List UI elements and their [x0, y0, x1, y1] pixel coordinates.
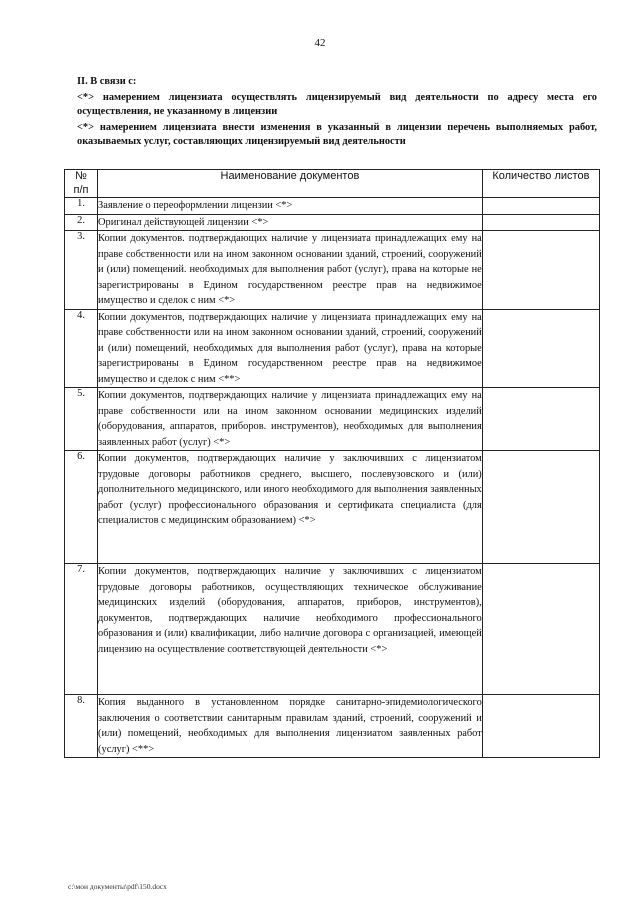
row-sheet-count: [482, 695, 599, 758]
header-document-name: Наименование документов: [98, 170, 483, 198]
row-sheet-count: [482, 309, 599, 388]
header-number-line1: №: [75, 170, 87, 182]
row-sheet-count: [482, 564, 599, 695]
intro-paragraph-1: <*> намерением лицензиата осуществлять лицензируемый вид деятельности по адресу места его осуществления, не указанному в лицензии: [77, 92, 597, 118]
header-sheet-count: Количество листов: [482, 170, 599, 198]
table-row: [65, 214, 600, 231]
footer-file-path: c:\мои документы\pdf\150.docx: [68, 882, 167, 891]
row-sheet-count: [482, 451, 599, 564]
row-document-name: Заявление о переоформлении лицензии <*>: [98, 198, 483, 215]
documents-table: [64, 169, 600, 758]
row-document-name: Оригинал действующей лицензии <*>: [98, 214, 483, 231]
row-document-name: Копии документов, подтверждающих наличие у заключивших с лицензиатом трудовые договоры работников, осуществляющих техническое обслуживание медицинских изделий (оборудования, аппаратов, приборов, инструментов), документов, подтверждающих наличие необходимого профессионального образования и (или) квалификации, либо наличие договора с организацией, имеющей лицензию на осуществление соответствующей деятельности <*>: [98, 564, 483, 695]
row-number: 5.: [65, 388, 98, 451]
row-number: 1.: [65, 198, 98, 215]
row-sheet-count: [482, 231, 599, 310]
table-row: [65, 451, 600, 564]
row-number: 7.: [65, 564, 98, 695]
table-row: [65, 309, 600, 388]
row-sheet-count: [482, 214, 599, 231]
row-document-name: Копии документов, подтверждающих наличие у лицензиата принадлежащих ему на праве собственности или на ином законном основании зданий, строений, сооружений и (или) помещений, необходимых для выполнения работ (услуг), права на которые зарегистрированы в Едином государственном реестре прав на недвижимое имущество и сделок с ним <**>: [98, 309, 483, 388]
table-header-row: [65, 170, 600, 198]
table-row: [65, 231, 600, 310]
row-document-name: Копии документов, подтверждающих наличие у заключивших с лицензиатом трудовые договоры работников среднего, высшего, послевузовского и (или) дополнительного медицинского, или иного необходимого для выполнения заявленных работ (услуг) профессионального образования и сертификата специалиста (для специалистов с медицинским образованием) <*>: [98, 451, 483, 564]
row-number: 2.: [65, 214, 98, 231]
row-document-name: Копии документов, подтверждающих наличие у лицензиата принадлежащих ему на праве собственности или на ином законном основании медицинских изделий (оборудования, аппаратов, приборов. инструментов), необходимых для выполнения заявленных работ (услуг) <*>: [98, 388, 483, 451]
row-document-name: Копии документов. подтверждающих наличие у лицензиата принадлежащих ему на праве собственности или на ином законном основании зданий, строений, сооружений и (или) помещений. необходимых для выполнения работ (услуг), права на которые не зарегистрированы в Едином государственном реестре прав на недвижимое имущество и сделок с ним <*>: [98, 231, 483, 310]
row-number: 8.: [65, 695, 98, 758]
intro-paragraph-2: <*> намерением лицензиата внести изменения в указанный в лицензии перечень выполняемых работ, оказываемых услуг, составляющих лицензируемый вид деятельности: [77, 122, 597, 148]
row-number: 4.: [65, 309, 98, 388]
header-number: [65, 170, 98, 198]
row-sheet-count: [482, 198, 599, 215]
row-sheet-count: [482, 388, 599, 451]
row-number: 3.: [65, 231, 98, 310]
table-row: [65, 564, 600, 695]
page-number: 42: [314, 37, 326, 49]
table-row: [65, 695, 600, 758]
table-row: [65, 198, 600, 215]
row-document-name: Копия выданного в установленном порядке санитарно-эпидемиологического заключения о соответствии санитарным правилам зданий, строений, сооружений и (или) помещений, необходимых для выполнения лицензиатом заявленных работ (услуг) <**>: [98, 695, 483, 758]
header-number-line2: п/п: [73, 183, 89, 196]
table-row: [65, 388, 600, 451]
row-number: 6.: [65, 451, 98, 564]
section-heading: II. В связи с:: [77, 76, 137, 87]
